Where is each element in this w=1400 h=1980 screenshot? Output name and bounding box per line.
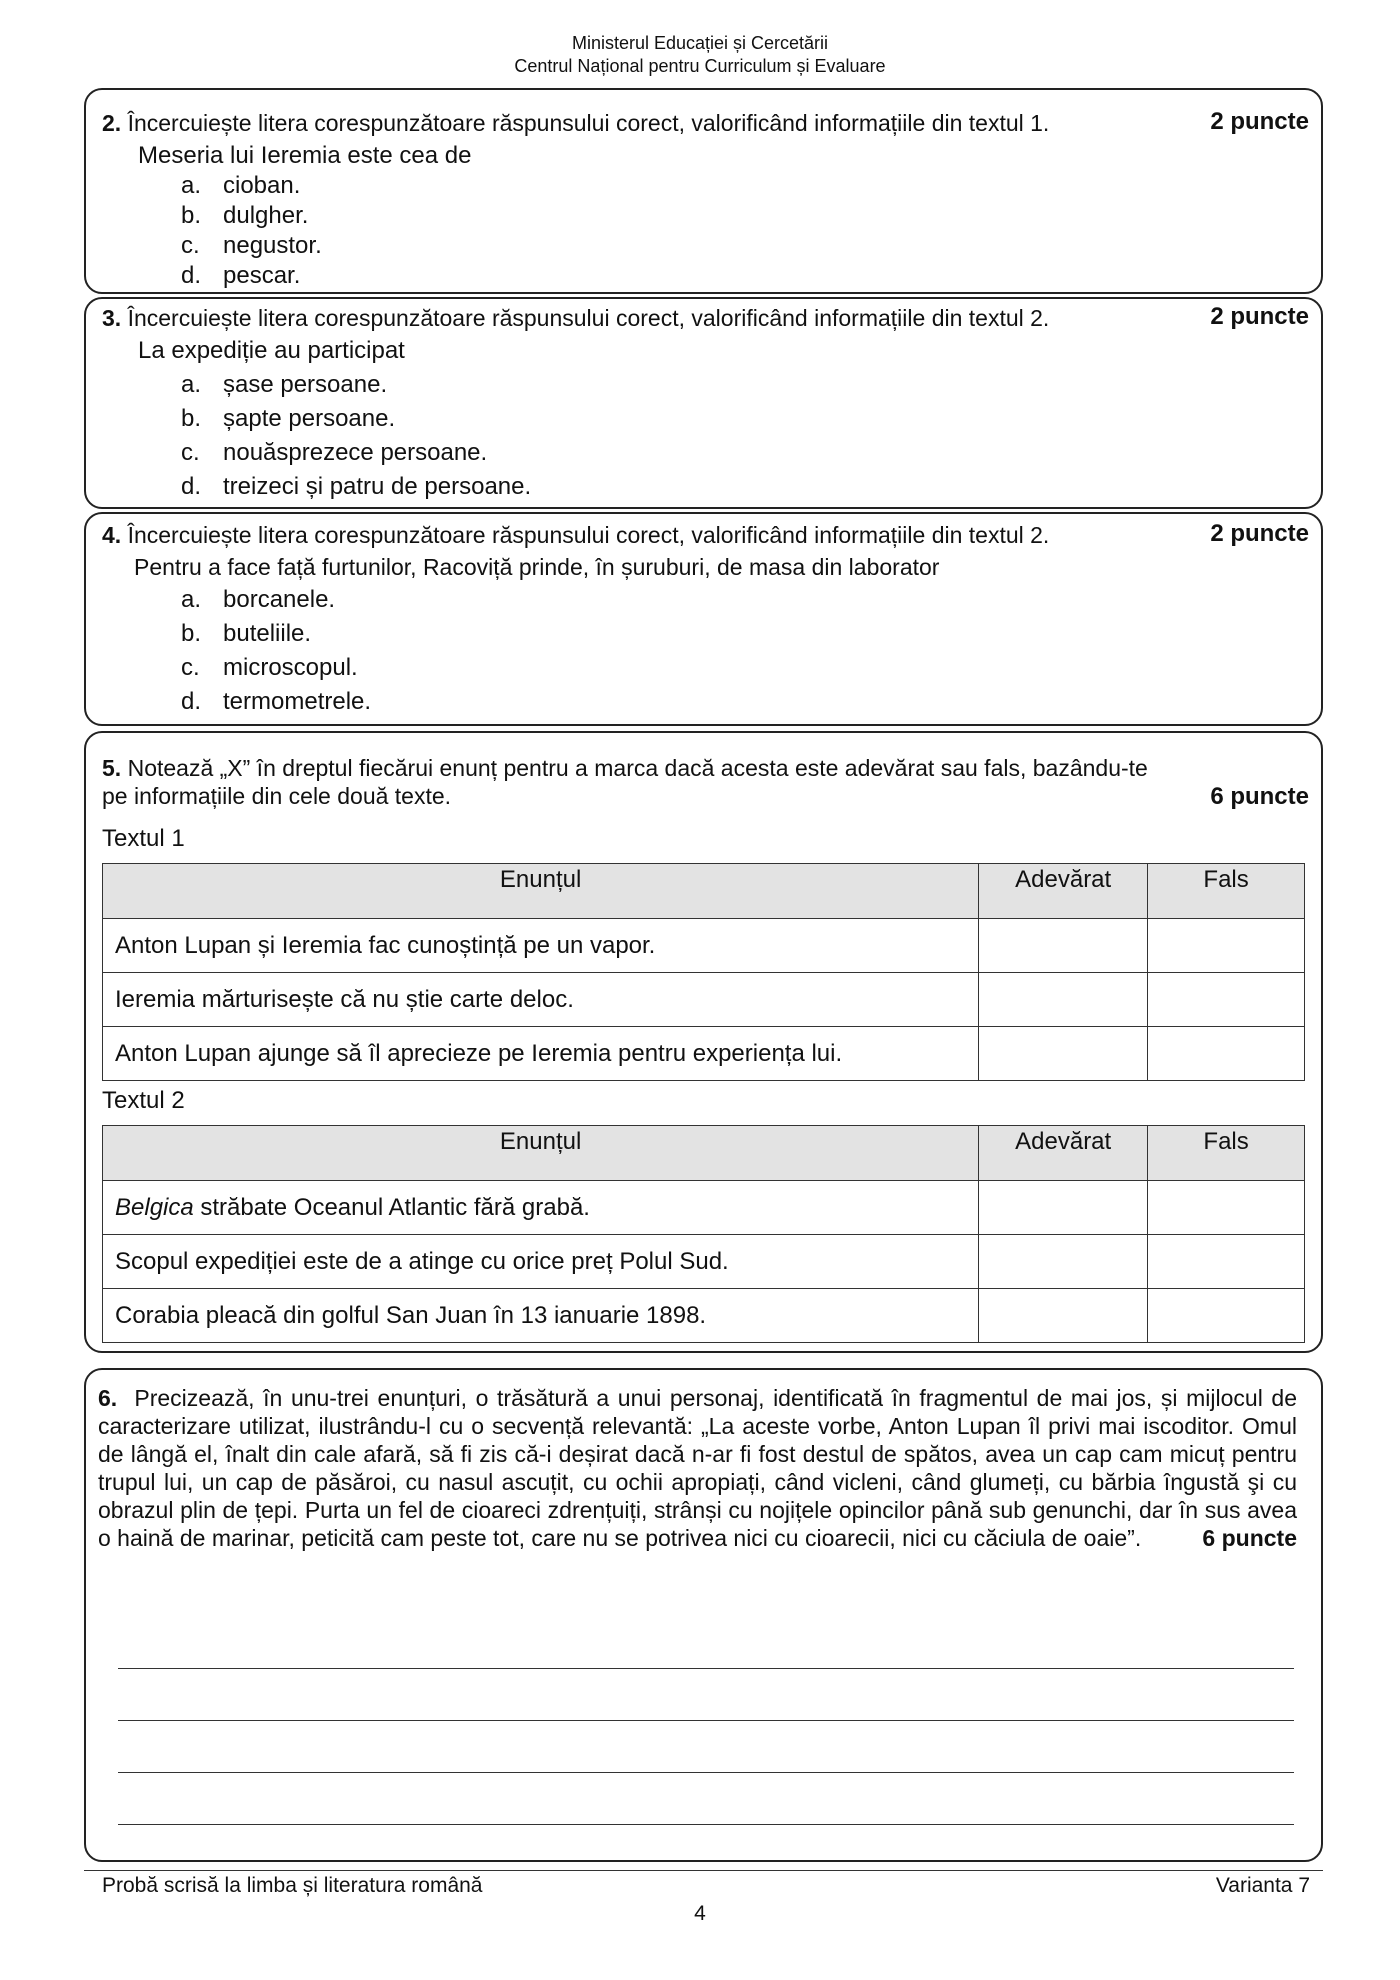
table-2-label: Textul 2 (102, 1087, 185, 1114)
option-text: termometrele. (223, 688, 372, 715)
option-text: buteliile. (223, 620, 312, 647)
option-d[interactable] (181, 473, 531, 501)
table-1-label: Textul 1 (102, 825, 185, 852)
answer-line[interactable] (118, 1720, 1294, 1721)
points-label: 6 puncte (1210, 783, 1309, 810)
option-c[interactable] (181, 232, 322, 260)
statement-cell (103, 1181, 979, 1235)
statement-cell: Anton Lupan ajunge să îl aprecieze pe Ieremia pentru experiența lui. (103, 1027, 979, 1081)
instruction-text: Încercuiește litera corespunzătoare răspunsului corect, valorificând informațiile din textul 2. (127, 305, 1050, 331)
header-false: Fals (1148, 864, 1305, 919)
table-row (103, 1181, 1305, 1235)
option-letter: b. (181, 405, 202, 432)
question-stem: La expediție au participat (138, 337, 405, 364)
points-label: 2 puncte (1210, 108, 1309, 135)
option-text: dulgher. (223, 202, 309, 229)
page-header (0, 32, 1400, 78)
points-label: 2 puncte (1210, 520, 1309, 547)
statement-cell: Scopul expediției este de a atinge cu orice preț Polul Sud. (103, 1235, 979, 1289)
option-text: șapte persoane. (223, 405, 396, 432)
question-number: 6. (98, 1385, 118, 1411)
footer-variant: Varianta 7 (1215, 1874, 1310, 1897)
points-label: 2 puncte (1210, 303, 1309, 330)
table-row (103, 1027, 1305, 1081)
option-letter: c. (181, 654, 200, 681)
option-letter: c. (181, 232, 200, 259)
question-3-box (84, 297, 1323, 509)
option-letter: d. (181, 688, 202, 715)
option-a[interactable] (181, 586, 335, 614)
option-letter: a. (181, 172, 202, 199)
question-number: 2. (102, 110, 122, 136)
table-row (103, 1289, 1305, 1343)
header-false: Fals (1148, 1126, 1305, 1181)
option-d[interactable] (181, 262, 300, 290)
option-letter: a. (181, 586, 202, 613)
option-a[interactable] (181, 172, 300, 200)
statements-table-1 (102, 863, 1305, 1081)
header-statement: Enunțul (103, 1126, 979, 1181)
footer-exam-title: Probă scrisă la limba și literatura română (102, 1874, 483, 1897)
page-number: 4 (694, 1902, 706, 1925)
header-statement: Enunțul (103, 864, 979, 919)
points-label: 6 puncte (1202, 1525, 1297, 1551)
option-b[interactable] (181, 620, 311, 648)
option-text: cioban. (223, 172, 301, 199)
header-true: Adevărat (979, 1126, 1148, 1181)
option-text: borcanele. (223, 586, 336, 613)
option-text: negustor. (223, 232, 322, 259)
header-true: Adevărat (979, 864, 1148, 919)
instruction-text-line2: pe informațiile din cele două texte. (102, 783, 452, 809)
option-letter: b. (181, 620, 202, 647)
true-answer-cell[interactable] (979, 919, 1148, 973)
option-c[interactable] (181, 439, 487, 467)
true-answer-cell[interactable] (979, 1289, 1148, 1343)
option-letter: d. (181, 262, 202, 289)
option-text: pescar. (223, 262, 301, 289)
instruction-text: Încercuiește litera corespunzătoare răspunsului corect, valorificând informațiile din textul 2. (127, 522, 1050, 548)
question-2-instruction (102, 110, 1049, 137)
option-b[interactable] (181, 202, 308, 230)
question-4-instruction (102, 522, 1049, 549)
question-stem: Pentru a face față furtunilor, Racoviță prinde, în șuruburi, de masa din laborator (134, 554, 940, 580)
question-6-box (84, 1368, 1323, 1862)
question-number: 3. (102, 305, 122, 331)
question-number: 5. (102, 755, 122, 781)
question-stem: Meseria lui Ieremia este cea de (138, 142, 472, 169)
ship-name: Belgica (115, 1193, 194, 1221)
false-answer-cell[interactable] (1148, 919, 1305, 973)
option-c[interactable] (181, 654, 358, 682)
statement-cell: Anton Lupan și Ieremia fac cunoștință pe un vapor. (103, 919, 979, 973)
statement-cell: Corabia pleacă din golful San Juan în 13 ianuarie 1898. (103, 1289, 979, 1343)
option-text: nouăsprezece persoane. (223, 439, 488, 466)
question-4-box (84, 512, 1323, 726)
option-text: microscopul. (223, 654, 358, 681)
false-answer-cell[interactable] (1148, 1289, 1305, 1343)
instruction-text: Precizează, în unu-trei enunțuri, o trăsătură a unui personaj, identificată în fragmentul de mai jos, și mijlocul de caracterizare utilizat, ilustrându-l cu o secvență relevantă: „La aceste vorbe, Anton Lupan îl privi mai iscoditor. Omul de lângă el, înalt din cale afară, să fi zis că-i deșirat dacă n-ar fi fost destul de spătos, avea un cap cam micuț pentru trupul lui, un cap de păsăroi, cu nasul ascuțit, cu ochii apropiați, când vicleni, când glumeți, cu bărbia îngustă şi cu obrazul plin de țepi. Purta un fel de cioareci zdrențuiți, strânși cu nojițele opincilor până sub genunchi, dar în sus avea o haină de marinar, peticită cam peste tot, care nu se potrivea nici cu cioarecii, nici cu căciula de oaie”. (98, 1385, 1297, 1551)
false-answer-cell[interactable] (1148, 973, 1305, 1027)
footer-divider (84, 1870, 1323, 1871)
answer-line[interactable] (118, 1668, 1294, 1669)
question-2-box (84, 88, 1323, 294)
false-answer-cell[interactable] (1148, 1027, 1305, 1081)
true-answer-cell[interactable] (979, 1027, 1148, 1081)
answer-line[interactable] (118, 1824, 1294, 1825)
instruction-text: Încercuiește litera corespunzătoare răspunsului corect, valorificând informațiile din textul 1. (127, 110, 1050, 136)
header-ministry: Ministerul Educației și Cercetării (571, 33, 829, 53)
table-row (103, 973, 1305, 1027)
option-letter: b. (181, 202, 202, 229)
header-center: Centrul Național pentru Curriculum și Evaluare (514, 56, 886, 76)
question-number: 4. (102, 522, 122, 548)
true-answer-cell[interactable] (979, 1181, 1148, 1235)
false-answer-cell[interactable] (1148, 1235, 1305, 1289)
question-3-instruction (102, 305, 1049, 332)
true-answer-cell[interactable] (979, 973, 1148, 1027)
instruction-text: Notează „X” în dreptul fiecărui enunț pentru a marca dacă acesta este adevărat sau fals, bazându-te (127, 755, 1148, 781)
statements-table-2 (102, 1125, 1305, 1343)
statement-rest: străbate Oceanul Atlantic fără grabă. (193, 1193, 590, 1221)
question-5-box (84, 731, 1323, 1353)
question-6-text (98, 1384, 1297, 1552)
option-d[interactable] (181, 688, 371, 716)
table-header-row (103, 1126, 1305, 1181)
true-answer-cell[interactable] (979, 1235, 1148, 1289)
option-a[interactable] (181, 371, 387, 399)
option-text: șase persoane. (223, 371, 388, 398)
table-row (103, 1235, 1305, 1289)
question-5-instruction (102, 755, 1148, 782)
false-answer-cell[interactable] (1148, 1181, 1305, 1235)
option-letter: c. (181, 439, 200, 466)
table-row (103, 919, 1305, 973)
option-letter: d. (181, 473, 202, 500)
option-letter: a. (181, 371, 202, 398)
answer-line[interactable] (118, 1772, 1294, 1773)
option-text: treizeci și patru de persoane. (223, 473, 532, 500)
table-header-row (103, 864, 1305, 919)
option-b[interactable] (181, 405, 395, 433)
statement-cell: Ieremia mărturisește că nu știe carte deloc. (103, 973, 979, 1027)
